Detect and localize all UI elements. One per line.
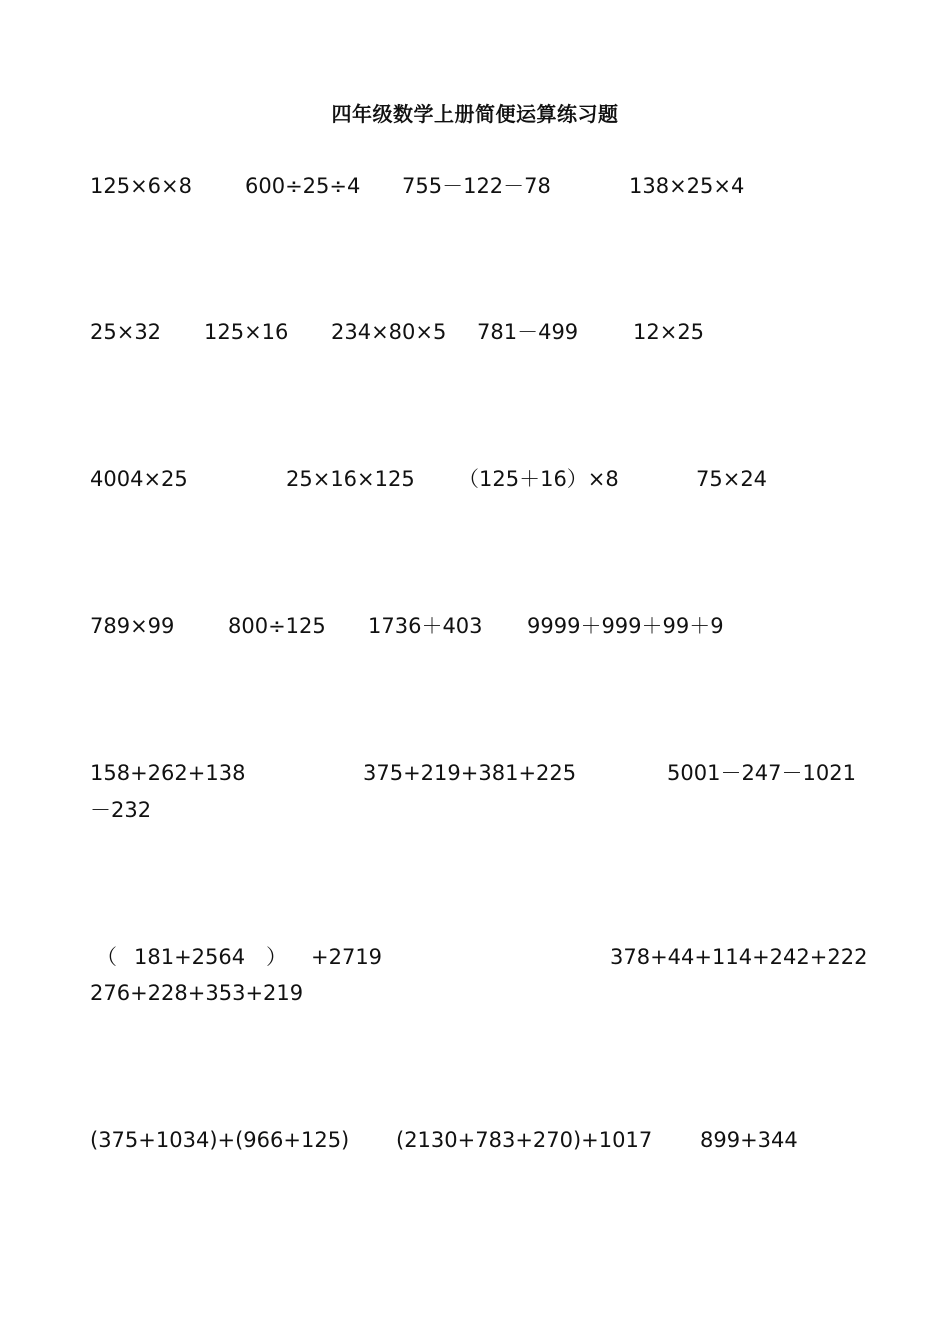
problem: 138×25×4	[629, 174, 745, 198]
problem: (375+1034)+(966+125)	[90, 1128, 350, 1152]
problem: 75×24	[696, 467, 768, 491]
problem: 25×32	[90, 320, 162, 344]
problem: 899+344	[700, 1128, 798, 1152]
problem: 158+262+138	[90, 761, 246, 785]
problem: 781－499	[477, 320, 579, 344]
problem: 5001－247－1021	[667, 761, 856, 785]
problem: （125＋16）×8	[458, 467, 619, 491]
problem: 125×16	[204, 320, 289, 344]
problem: 4004×25	[90, 467, 188, 491]
close-paren: ）	[266, 945, 287, 969]
problem: (2130+783+270)+1017	[396, 1128, 653, 1152]
problem: 800÷125	[228, 614, 326, 638]
problem: 600÷25÷4	[245, 174, 361, 198]
problem: 789×99	[90, 614, 175, 638]
problem: 1736＋403	[368, 614, 483, 638]
problem: 276+228+353+219	[90, 981, 304, 1005]
problem: 375+219+381+225	[363, 761, 577, 785]
problem: 9999＋999＋99＋9	[527, 614, 724, 638]
problem: +2719	[311, 945, 383, 969]
worksheet-title: 四年级数学上册简便运算练习题	[331, 102, 619, 126]
problem: 12×25	[633, 320, 705, 344]
problem: 755－122－78	[402, 174, 551, 198]
open-paren: （	[96, 945, 117, 969]
problem: 25×16×125	[286, 467, 415, 491]
problem: 378+44+114+242+222	[610, 945, 868, 969]
problem: 234×80×5	[331, 320, 447, 344]
problem: 125×6×8	[90, 174, 192, 198]
problem-continuation: －232	[90, 798, 152, 822]
problem: 181+2564	[134, 945, 246, 969]
